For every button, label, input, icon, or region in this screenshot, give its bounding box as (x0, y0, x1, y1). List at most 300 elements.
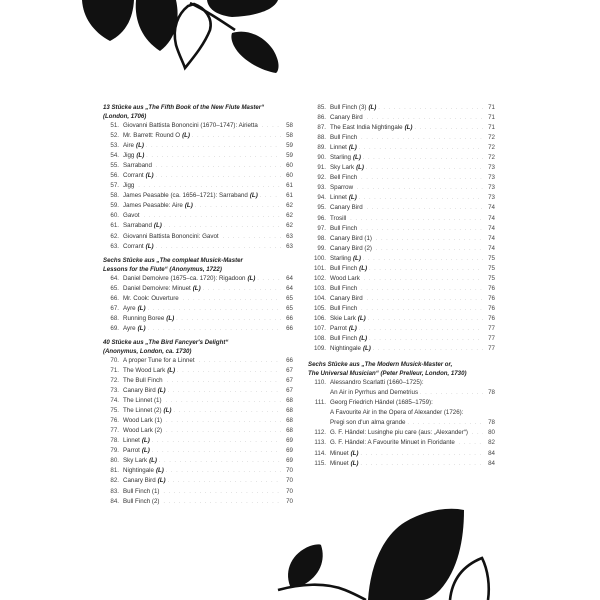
entry-number: 84. (110, 497, 119, 505)
entry-title-text: Mr. Cook: Ouverture (123, 294, 179, 302)
entry-number: 70. (110, 356, 119, 364)
entry-title-text: Jigg (123, 182, 135, 190)
lute-marker: (L) (136, 152, 145, 160)
entry-page: 69 (286, 437, 293, 445)
entry-number: 115. (314, 459, 326, 467)
entry-title-text: Trosill (330, 214, 347, 222)
entry-title (123, 324, 146, 334)
entry-title-text: Ayre (123, 304, 136, 312)
entry-number: 101. (313, 264, 326, 272)
toc-entry[interactable] (103, 294, 293, 304)
entry-title (123, 487, 161, 497)
dot-leader (369, 264, 483, 274)
entry-title-text: Canary Bird (330, 204, 363, 212)
dot-leader (257, 274, 281, 284)
section-heading-line: (London, 1706) (103, 113, 147, 120)
toc-entry[interactable] (103, 121, 293, 131)
lute-marker: (L) (348, 325, 357, 333)
dot-leader (357, 183, 483, 193)
entry-title (123, 232, 221, 242)
entry-title (123, 406, 171, 416)
entry-page: 71 (488, 114, 495, 122)
entry-page: 71 (488, 104, 495, 111)
entry-title (330, 193, 357, 203)
entry-title (330, 284, 359, 294)
entry-title-text: Linnet (330, 194, 347, 202)
dot-leader (361, 224, 483, 234)
dot-leader (361, 284, 483, 294)
toc-entry[interactable] (103, 366, 293, 376)
toc-entry[interactable] (103, 386, 293, 396)
toc-entry[interactable] (308, 284, 495, 294)
toc-entry[interactable] (308, 113, 495, 123)
entry-title (123, 366, 175, 376)
entry-page: 70 (286, 487, 293, 495)
section-heading-line: Lessons for the Flute“ (Anonymus, 1722) (103, 265, 222, 273)
dot-leader (420, 388, 483, 398)
entry-page: 63 (286, 242, 293, 250)
entry-title (123, 191, 258, 201)
entry-page: 68 (286, 397, 293, 405)
entry-number: 94. (317, 194, 326, 202)
lute-marker: (L) (149, 457, 157, 465)
entry-title (123, 201, 193, 211)
entry-number: 68. (110, 314, 119, 322)
entry-title (123, 356, 197, 366)
entry-number: 59. (110, 202, 119, 210)
entry-title (123, 456, 157, 466)
dot-leader (146, 151, 281, 161)
entry-page: 74 (488, 244, 495, 252)
dot-leader (361, 133, 483, 143)
toc-entry[interactable] (103, 456, 293, 466)
lute-marker: (L) (145, 172, 154, 180)
entry-page: 84 (488, 459, 495, 467)
entry-number: 103. (313, 284, 326, 292)
dot-leader (167, 376, 281, 386)
entry-title (330, 449, 358, 459)
toc-entry[interactable] (308, 234, 495, 244)
dot-leader (359, 143, 483, 153)
entry-title (123, 304, 146, 314)
lute-marker: (L) (167, 366, 176, 374)
dot-leader (176, 314, 281, 324)
entry-number: 74. (110, 397, 119, 405)
lute-marker: (L) (352, 154, 361, 162)
toc-entry[interactable] (103, 406, 293, 416)
entry-number: 77. (110, 427, 119, 435)
toc-entry[interactable] (308, 214, 495, 224)
entry-title (123, 476, 166, 486)
entry-title (330, 334, 367, 344)
entry-page: 74 (488, 204, 495, 212)
entry-page: 76 (488, 284, 495, 292)
entry-title (123, 171, 154, 181)
toc-entry[interactable] (103, 476, 293, 486)
lute-marker: (L) (166, 314, 175, 322)
entry-page: 66 (286, 324, 293, 332)
lute-marker: (L) (136, 142, 144, 150)
entry-page: 76 (488, 294, 495, 302)
entry-number: 64. (110, 274, 119, 282)
toc-entry[interactable] (308, 398, 495, 408)
entry-page: 77 (488, 325, 495, 333)
dot-leader (168, 476, 281, 486)
dot-leader (156, 161, 281, 171)
toc-entry[interactable] (103, 304, 293, 314)
toc-entry[interactable] (103, 466, 293, 476)
dot-leader (359, 193, 483, 203)
toc-entry[interactable] (103, 201, 293, 211)
entry-number: 95. (317, 204, 326, 212)
entry-title-text: Bell Finch (330, 174, 358, 182)
toc-entry[interactable] (308, 324, 495, 334)
entry-page: 64 (286, 284, 293, 292)
entry-page: 77 (488, 345, 495, 353)
toc-entry[interactable] (103, 497, 293, 507)
entry-title: An Air in Pyrrhus and Demetrius (330, 389, 419, 397)
entry-page: 68 (286, 417, 293, 425)
toc-entry[interactable] (308, 378, 495, 388)
entry-page: 58 (286, 132, 293, 140)
entry-title (123, 161, 154, 171)
entry-page: 60 (286, 162, 293, 170)
entry-title-text: Nightingale (123, 467, 154, 475)
toc-entry[interactable] (308, 449, 495, 459)
entry-title (123, 314, 174, 324)
entry-title (123, 274, 255, 284)
entry-number: 89. (317, 144, 326, 152)
entry-title (123, 242, 154, 252)
toc-entry[interactable] (308, 294, 495, 304)
lute-marker: (L) (368, 104, 377, 111)
entry-page: 66 (286, 356, 293, 364)
lute-marker: (L) (145, 242, 154, 250)
toc-entry[interactable] (103, 161, 293, 171)
entry-page: 66 (286, 314, 293, 322)
entry-title (330, 344, 371, 354)
dot-leader (376, 234, 483, 244)
dot-leader (195, 201, 281, 211)
entry-title-text: Parrot (330, 325, 347, 333)
entry-number: 114. (314, 449, 326, 457)
toc-entry[interactable] (103, 487, 293, 497)
entry-title (123, 426, 164, 436)
entry-title-text: Bull Finch (330, 264, 358, 272)
lute-marker: (L) (350, 459, 359, 467)
entry-title (330, 459, 358, 469)
toc-entry[interactable] (308, 314, 495, 324)
entry-page: 70 (286, 477, 293, 485)
entry-number: 76. (110, 417, 119, 425)
entry-title-text: The East India Nightingale (330, 124, 403, 132)
entry-title-text: Jigg (123, 152, 135, 160)
section-heading-line: Sechs Stücke aus „The Modern Musick-Master or, (308, 361, 453, 369)
dot-leader (260, 191, 281, 201)
entry-title-text: The Linnet (2) (123, 407, 162, 415)
entry-title (330, 133, 359, 143)
entry-title (330, 264, 367, 274)
dot-leader (361, 304, 483, 314)
toc-entry[interactable] (308, 183, 495, 193)
entry-page: 63 (286, 232, 293, 240)
toc-entry[interactable] (308, 428, 495, 438)
entry-title (330, 173, 359, 183)
toc-entry[interactable] (103, 284, 293, 294)
entry-number: 56. (110, 172, 119, 180)
dot-leader (192, 131, 281, 141)
entry-page: 69 (286, 457, 293, 465)
entry-number: 113. (314, 439, 326, 447)
toc-entry[interactable] (103, 191, 293, 201)
entry-title (123, 436, 150, 446)
entry-page: 78 (488, 419, 495, 427)
dot-leader (163, 497, 281, 507)
toc-entry[interactable] (308, 438, 495, 448)
entry-title (123, 466, 164, 476)
toc-entry[interactable] (103, 171, 293, 181)
entry-title (330, 183, 355, 193)
entry-number: 79. (110, 447, 119, 455)
entry-title-text: Aire (123, 142, 135, 150)
toc-entry[interactable] (308, 304, 495, 314)
entry-title-text: Mr. Barrett: Round O (123, 132, 181, 140)
entry-page: 67 (286, 366, 293, 374)
entry-title (123, 376, 165, 386)
dot-leader (368, 314, 483, 324)
lute-marker: (L) (137, 304, 146, 312)
entry-title-text: James Peasable (ca. 1656–1721): Sarraband (123, 192, 248, 200)
toc-entry[interactable] (308, 123, 495, 133)
entry-number: 72. (110, 376, 119, 384)
toc-entry-continuation[interactable] (308, 388, 495, 398)
lute-marker: (L) (357, 314, 366, 322)
toc-entry[interactable] (103, 211, 293, 221)
entry-page: 65 (286, 304, 293, 312)
dot-leader (166, 416, 281, 426)
entry-title (330, 294, 365, 304)
toc-entry[interactable] (103, 131, 293, 141)
dot-leader (183, 294, 281, 304)
entry-title (330, 304, 359, 314)
entry-number: 105. (313, 304, 326, 312)
toc-entry[interactable] (103, 274, 293, 284)
entry-number: 90. (317, 154, 326, 162)
entry-title (123, 121, 260, 131)
section-heading (103, 256, 293, 274)
entry-title-text: Bull Finch (330, 304, 358, 312)
entry-number: 60. (110, 212, 119, 220)
section-heading-line: Sechs Stücke aus „The compleat Musick-Master (103, 256, 243, 264)
toc-entry[interactable] (308, 344, 495, 354)
entry-number: 80. (110, 457, 119, 465)
entry-page: 70 (286, 497, 293, 505)
toc-entry[interactable] (308, 274, 495, 284)
entry-page: 80 (488, 429, 495, 437)
entry-page: 62 (286, 212, 293, 220)
toc-entry[interactable] (308, 264, 495, 274)
toc-entry[interactable] (308, 173, 495, 183)
toc-entry[interactable] (103, 356, 293, 366)
entry-number: 81. (110, 467, 119, 475)
toc-entry[interactable] (308, 163, 495, 173)
lute-marker: (L) (362, 345, 371, 353)
toc-entry[interactable] (103, 141, 293, 151)
toc-entry[interactable] (308, 224, 495, 234)
dot-leader (223, 232, 281, 242)
entry-title-text: James Peasable: Aire (123, 202, 183, 210)
dot-leader (148, 304, 281, 314)
toc-entry[interactable] (103, 242, 293, 252)
entry-title-text: Corrant (123, 172, 144, 180)
toc-entry-continuation[interactable] (308, 418, 495, 428)
lute-marker: (L) (359, 264, 368, 272)
toc-entry[interactable] (103, 181, 293, 191)
lute-marker: (L) (184, 202, 193, 210)
entry-title: A Favourite Air in the Opera of Alexander (1726): (330, 409, 464, 417)
dot-leader (166, 466, 281, 476)
entry-page: 76 (488, 314, 495, 322)
entry-title: Pregi son d'un alma grande (330, 419, 406, 427)
entry-page: 59 (286, 142, 293, 150)
entry-number: 53. (110, 142, 119, 150)
entry-title: Georg Friedrich Händel (1685–1759): (330, 399, 433, 407)
entry-title (330, 143, 357, 153)
entry-title-text: Canary Bird (1) (330, 234, 372, 242)
toc-entry[interactable] (308, 334, 495, 344)
toc-entry[interactable] (308, 203, 495, 213)
entry-number: 78. (110, 437, 119, 445)
entry-title-text: Canary Bird (123, 477, 156, 485)
entry-title-text: Sky Lark (330, 164, 355, 172)
lute-marker: (L) (249, 192, 258, 200)
section-heading-line: The Universal Musician“ (Peter Prelleur, London, 1730) (308, 370, 467, 378)
toc-entry[interactable] (103, 314, 293, 324)
toc-left-column (103, 103, 293, 507)
entry-number: 104. (313, 294, 326, 302)
entry-page: 74 (488, 234, 495, 242)
entry-title (123, 181, 136, 191)
entry-title-text: Corrant (123, 242, 144, 250)
dot-leader (262, 121, 281, 131)
entry-number: 93. (317, 184, 326, 192)
section-entries (308, 428, 495, 468)
entry-number: 111. (314, 399, 326, 407)
entry-page: 72 (488, 134, 495, 142)
entry-number: 67. (110, 304, 119, 312)
lute-marker: (L) (247, 274, 256, 282)
entry-page: 68 (286, 427, 293, 435)
toc-entry[interactable] (103, 416, 293, 426)
section-heading-line: 13 Stücke aus „The Fifth Book of the New Flute Master“ (103, 104, 265, 111)
toc-entry[interactable] (103, 426, 293, 436)
toc-entry[interactable] (103, 436, 293, 446)
entry-title (123, 221, 162, 231)
entry-title (330, 324, 357, 334)
entry-title-text: Bull Finch (3) (330, 104, 367, 111)
entry-page: 70 (286, 467, 293, 475)
entry-number: 73. (110, 387, 119, 395)
entry-page: 58 (286, 122, 293, 129)
entry-title (330, 103, 376, 113)
entry-title (123, 151, 144, 161)
entry-number: 88. (317, 134, 326, 142)
toc-entry[interactable] (308, 254, 495, 264)
entry-number: 54. (110, 152, 119, 160)
entry-number: 86. (317, 114, 326, 122)
toc-entry[interactable] (103, 396, 293, 406)
entry-title (123, 141, 144, 151)
lute-marker: (L) (348, 144, 357, 152)
dot-leader (472, 428, 483, 438)
dot-leader (166, 396, 281, 406)
entry-title-text: Parrot (123, 447, 140, 455)
entry-title (123, 211, 142, 221)
dot-leader (360, 449, 483, 459)
entry-title (330, 113, 365, 123)
toc-entry[interactable] (103, 324, 293, 334)
dot-leader (148, 324, 281, 334)
dot-leader (363, 254, 483, 264)
entry-page: 72 (488, 144, 495, 152)
lute-marker: (L) (352, 254, 361, 262)
entry-number: 52. (110, 132, 119, 140)
toc-entry[interactable] (103, 446, 293, 456)
toc-entry[interactable] (308, 133, 495, 143)
entry-page: 64 (286, 274, 293, 282)
entry-number: 99. (317, 244, 326, 252)
entry-title-text: Giovanni Battista Bononcini (1670–1747): Airietta (123, 122, 258, 129)
dot-leader (359, 324, 483, 334)
entry-title-text: Bull Finch (330, 284, 358, 292)
toc-entry[interactable] (308, 153, 495, 163)
toc-entry[interactable] (103, 221, 293, 231)
entry-page: 75 (488, 264, 495, 272)
entry-title-text: Daniel Demoivre (1675–ca. 1720): Rigadoon (123, 274, 246, 282)
lute-marker: (L) (153, 222, 162, 230)
section-entries (308, 103, 495, 354)
entry-title-text: Sarraband (123, 222, 152, 230)
dot-leader (459, 438, 483, 448)
lute-marker: (L) (137, 324, 146, 332)
dot-leader (152, 446, 281, 456)
entry-page: 74 (488, 224, 495, 232)
entry-number: 71. (110, 366, 119, 374)
entry-title (330, 153, 361, 163)
entry-number: 102. (313, 274, 326, 282)
toc-entry[interactable] (308, 103, 495, 113)
entry-title-text: Sky Lark (123, 457, 148, 465)
toc-entry[interactable] (308, 459, 495, 469)
toc-right-column (308, 103, 495, 469)
toc-entry[interactable] (308, 193, 495, 203)
section-entries (103, 274, 293, 334)
dot-leader (378, 103, 483, 113)
lute-marker: (L) (356, 164, 364, 172)
lute-marker: (L) (192, 284, 201, 292)
toc-entry[interactable] (103, 232, 293, 242)
entry-title (330, 274, 362, 284)
dot-leader (203, 284, 281, 294)
toc-entry[interactable] (308, 244, 495, 254)
toc-entry[interactable] (103, 151, 293, 161)
entry-page: 73 (488, 194, 495, 202)
entry-number: 91. (317, 164, 326, 172)
toc-entry[interactable] (308, 143, 495, 153)
toc-entry[interactable] (103, 376, 293, 386)
toc-entry-continuation[interactable] (308, 408, 495, 418)
entry-title-text: Sparrow (330, 184, 354, 192)
